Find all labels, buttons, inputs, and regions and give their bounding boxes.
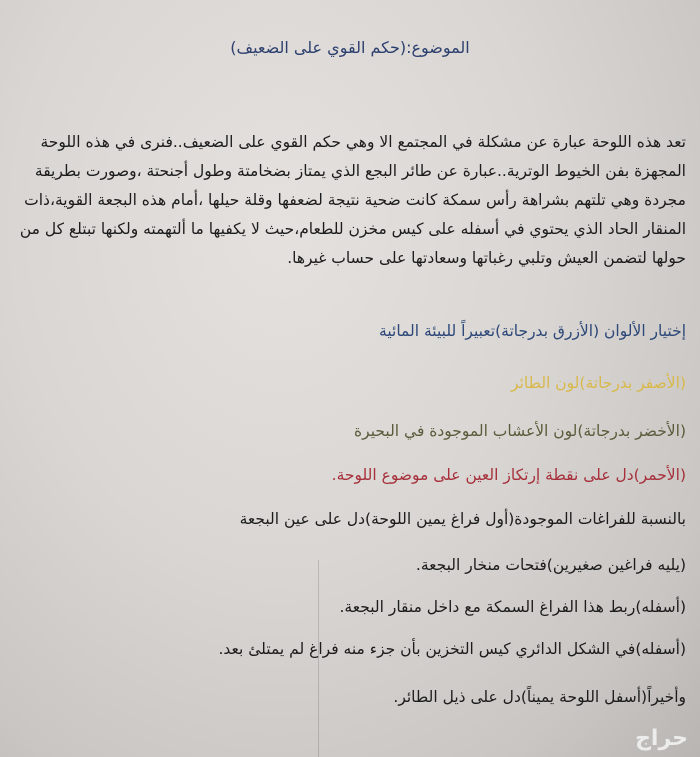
document-title: الموضوع:(حكم القوي على الضعيف) (230, 38, 470, 57)
color-line-yellow: (الأصفر بدرجاتة)لون الطائر (511, 374, 686, 392)
color-line-red: (الأحمر)دل على نقطة إرتكاز العين على موضوع اللوحة. (331, 466, 686, 484)
paper-crease (318, 560, 319, 757)
intro-paragraph: تعد هذه اللوحة عبارة عن مشكلة في المجتمع الا وهي حكم القوي على الضعيف..فنرى في هذه اللوحة المجهزة بفن الخيوط الوترية..عبارة عن طائر البجع الذي يمتاز بضخامتة وطول أجنحتة ،وصورت بطريقة مجردة وهي تلتهم بشراهة رأس سمكة كانت ضحية نتيجة لضعفها وقلة حيلها ،أمام هذه البجعة القوية،ذات المنقار الحاد الذي يحتوي في أسفله على كيس مخزن للطعام،حيث لا يكفيها ما ألتهمته ولكنها تبتلع كل من حولها لتضمن العيش وتلبي رغباتها وسعادتها على حساب غيرها. (19, 133, 686, 267)
color-line-green: (الأخضر بدرجاتة)لون الأعشاب الموجودة في البحيرة (354, 422, 686, 440)
space-line-eye: بالنسبة للفراغات الموجودة(أول فراغ يمين اللوحة)دل على عين البجعة (239, 510, 686, 528)
space-line-nostrils: (يليه فراغين صغيرين)فتحات منخار البجعة. (415, 556, 686, 574)
color-line-blue: إختيار الألوان (الأزرق بدرجاتة)تعبيراً للبيئة المائية (379, 322, 686, 340)
space-line-pouch: (أسفله)في الشكل الدائري كيس التخزين بأن جزء منه فراغ لم يمتلئ بعد. (218, 640, 686, 658)
watermark-logo: حراج (635, 726, 688, 751)
space-line-fish: (أسفله)ربط هذا الفراغ السمكة مع داخل منقار البجعة. (339, 598, 686, 616)
space-line-tail: وأخيراً(أسفل اللوحة يميناً)دل على ذيل الطائر. (393, 688, 686, 706)
